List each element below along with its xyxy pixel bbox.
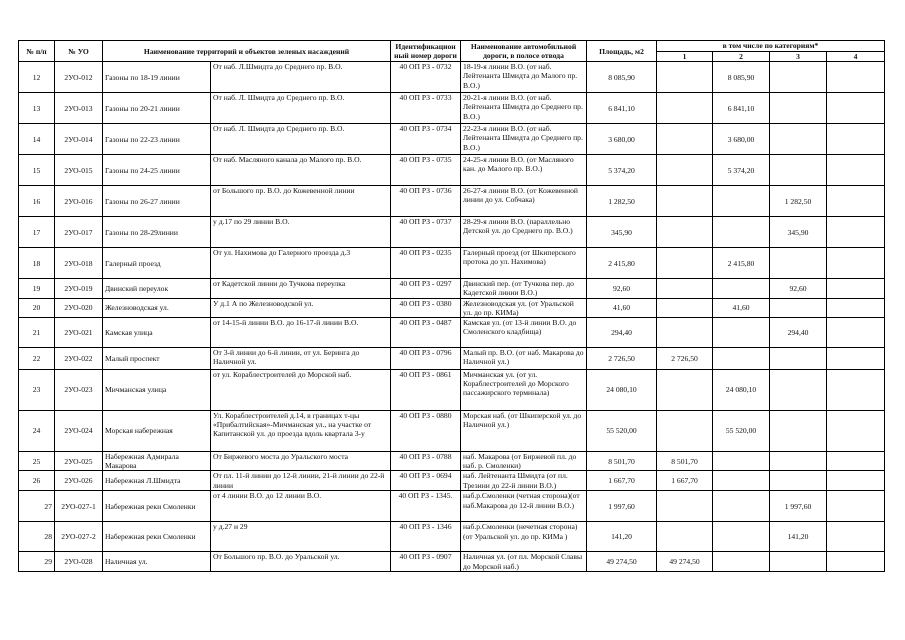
header-road-name: Наименование автомобильной дороги, в полосе отвода [461, 41, 587, 62]
row-section: От ул. Нахимова до Галерного проезда д.3 [211, 248, 391, 279]
row-category-2: 41,60 [713, 298, 770, 317]
row-category-1 [657, 522, 713, 552]
row-category-1 [657, 217, 713, 248]
row-id-number: 40 ОП РЗ - 0235 [391, 248, 461, 279]
row-uo: 2УО-012 [55, 62, 103, 93]
row-category-3 [770, 471, 827, 491]
row-category-4 [827, 522, 885, 552]
row-category-3 [770, 298, 827, 317]
row-category-1 [657, 491, 713, 522]
row-category-1 [657, 93, 713, 124]
row-num: 28 [19, 522, 55, 552]
row-category-3: 345,90 [770, 217, 827, 248]
row-section: от 14-15-й линии В.О. до 16-17-й линии В.О. [211, 318, 391, 348]
row-category-2: 6 841,10 [713, 93, 770, 124]
header-uo: № УО [55, 41, 103, 62]
row-category-4 [827, 124, 885, 155]
row-uo: 2УО-022 [55, 348, 103, 370]
row-road-name: наб. Макарова (от Биржевой пл. до наб. р. Смоленки) [461, 452, 587, 471]
row-section: у д.27 и 29 [211, 522, 391, 552]
row-area: 55 520,00 [587, 411, 657, 452]
row-section: от 4 линии В.О. до 12 линии В.О. [211, 491, 391, 522]
row-area: 1 997,60 [587, 491, 657, 522]
table-header-row [19, 41, 885, 52]
row-area: 8 085,90 [587, 62, 657, 93]
row-category-3: 294,40 [770, 318, 827, 348]
row-uo: 2УО-020 [55, 298, 103, 317]
row-num: 29 [19, 552, 55, 572]
row-num: 17 [19, 217, 55, 248]
row-category-3 [770, 370, 827, 411]
row-name: Набережная Л.Шмидта [103, 471, 211, 491]
row-area: 2 415,80 [587, 248, 657, 279]
row-category-3: 92,60 [770, 279, 827, 298]
row-road-name: 18-19-я линии В.О. (от наб. Лейтенанта Шмидта до Малого пр. В.О.) [461, 62, 587, 93]
row-id-number: 40 ОП РЗ - 0861 [391, 370, 461, 411]
row-name: Газоны по 22-23 линии [103, 124, 211, 155]
row-name: Газоны по 18-19 линии [103, 62, 211, 93]
row-category-1: 8 501,70 [657, 452, 713, 471]
row-category-1 [657, 318, 713, 348]
row-category-4 [827, 217, 885, 248]
row-uo: 2УО-013 [55, 93, 103, 124]
row-area: 5 374,20 [587, 155, 657, 186]
header-id-number: Идентификацион ный номер дороги [391, 41, 461, 62]
row-num: 23 [19, 370, 55, 411]
row-id-number: 40 ОП РЗ - 0736 [391, 186, 461, 217]
row-section: у д.17 по 29 линии В.О. [211, 217, 391, 248]
row-category-2 [713, 522, 770, 552]
row-id-number: 40 ОП РЗ - 0297 [391, 279, 461, 298]
row-section: От 3-й линии до 6-й линии, от ул. Беринга до Наличной ул. [211, 348, 391, 370]
row-road-name: наб.р.Смоленки (четная сторона)(от наб.Макарова до 12-й линии В.О.) [461, 491, 587, 522]
row-section: От Большого пр. В.О. до Уральской ул. [211, 552, 391, 572]
row-category-4 [827, 491, 885, 522]
row-section: От наб. Л.Шмидта до Среднего пр. В.О. [211, 62, 391, 93]
row-category-4 [827, 186, 885, 217]
row-area: 6 841,10 [587, 93, 657, 124]
table-row [19, 279, 885, 298]
row-id-number: 40 ОП РЗ - 0796 [391, 348, 461, 370]
green-areas-table [18, 40, 885, 572]
header-area: Площадь, м2 [587, 41, 657, 62]
table-body [19, 62, 885, 572]
row-area: 2 726,50 [587, 348, 657, 370]
table-row [19, 93, 885, 124]
row-section: От наб. Л. Шмидта до Среднего пр. В.О. [211, 93, 391, 124]
row-category-2: 3 680,00 [713, 124, 770, 155]
header-name: Наименование территорий и объектов зеленых насаждений [103, 41, 391, 62]
row-category-3 [770, 155, 827, 186]
row-category-1 [657, 298, 713, 317]
row-name: Газоны по 28-29линии [103, 217, 211, 248]
row-section: От наб. Л. Шмидта до Среднего пр. В.О. [211, 124, 391, 155]
row-area: 24 080,10 [587, 370, 657, 411]
row-category-4 [827, 248, 885, 279]
table-row [19, 298, 885, 317]
row-num: 26 [19, 471, 55, 491]
row-road-name: наб. Лейтенанта Шмидта (от пл. Трезини до 22-й линии В.О.) [461, 471, 587, 491]
row-area: 41,60 [587, 298, 657, 317]
row-category-4 [827, 62, 885, 93]
table-row [19, 348, 885, 370]
row-name: Камская улица [103, 318, 211, 348]
row-num: 21 [19, 318, 55, 348]
row-uo: 2УО-023 [55, 370, 103, 411]
row-category-3 [770, 348, 827, 370]
row-uo: 2УО-018 [55, 248, 103, 279]
row-num: 27 [19, 491, 55, 522]
row-category-3 [770, 124, 827, 155]
row-uo: 2УО-021 [55, 318, 103, 348]
row-category-4 [827, 370, 885, 411]
row-category-4 [827, 155, 885, 186]
row-category-4 [827, 279, 885, 298]
row-section: от Кадетской линии до Тучкова переулка [211, 279, 391, 298]
row-category-3: 1 282,50 [770, 186, 827, 217]
row-id-number: 40 ОП РЗ - 0694 [391, 471, 461, 491]
table-row [19, 186, 885, 217]
row-uo: 2УО-025 [55, 452, 103, 471]
row-name: Газоны по 24-25 линии [103, 155, 211, 186]
row-name: Галерный проезд [103, 248, 211, 279]
row-num: 22 [19, 348, 55, 370]
row-area: 345,90 [587, 217, 657, 248]
row-road-name: Двинский пер. (от Тучкова пер. до Кадетской линии В.О.) [461, 279, 587, 298]
row-category-1 [657, 62, 713, 93]
row-road-name: Камская ул. (от 13-й линии В.О. до Смоленского кладбища) [461, 318, 587, 348]
row-section: Ул. Кораблестроителей д.14, в границах т-цы «Прибалтийская»-Мичманская ул., на участке от Капитанской ул. до проезда вдоль квартала 3-у [211, 411, 391, 452]
row-area: 141,20 [587, 522, 657, 552]
row-id-number: 40 ОП РЗ - 0735 [391, 155, 461, 186]
table-row [19, 155, 885, 186]
row-id-number: 40 ОП РЗ - 1345. [391, 491, 461, 522]
table-row [19, 318, 885, 348]
row-id-number: 40 ОП РЗ - 0907 [391, 552, 461, 572]
row-road-name: наб.р.Смоленки (нечетная сторона) (от Уральской ул. до пр. КИМа ) [461, 522, 587, 552]
row-category-2 [713, 186, 770, 217]
header-categories-group: в том числе по категориям* [657, 41, 885, 52]
row-name: Набережная Адмирала Макарова [103, 452, 211, 471]
row-category-2: 2 415,80 [713, 248, 770, 279]
row-road-name: 24-25-я линии В.О. (от Масляного кан. до Малого пр. В.О.) [461, 155, 587, 186]
row-num: 13 [19, 93, 55, 124]
row-category-4 [827, 298, 885, 317]
table-row [19, 217, 885, 248]
row-section: От наб. Масляного канала до Малого пр. В.О. [211, 155, 391, 186]
header-num: № п/п [19, 41, 55, 62]
row-name: Двинский переулок [103, 279, 211, 298]
table-row [19, 522, 885, 552]
row-name: Мичманская улица [103, 370, 211, 411]
row-area: 1 667,70 [587, 471, 657, 491]
row-road-name: Морская наб. (от Шкиперской ул. до Наличной ул.) [461, 411, 587, 452]
row-category-2: 8 085,90 [713, 62, 770, 93]
table-row [19, 411, 885, 452]
row-category-2: 55 520,00 [713, 411, 770, 452]
row-area: 49 274,50 [587, 552, 657, 572]
table-row [19, 370, 885, 411]
row-category-1 [657, 279, 713, 298]
row-road-name: Малый пр. В.О. (от наб. Макарова до Наличной ул.) [461, 348, 587, 370]
row-category-3 [770, 248, 827, 279]
row-category-4 [827, 93, 885, 124]
row-uo: 2УО-019 [55, 279, 103, 298]
table-row [19, 62, 885, 93]
row-id-number: 40 ОП РЗ - 0732 [391, 62, 461, 93]
row-area: 294,40 [587, 318, 657, 348]
row-category-1 [657, 155, 713, 186]
row-name: Малый проспект [103, 348, 211, 370]
row-id-number: 40 ОП РЗ - 0737 [391, 217, 461, 248]
row-section: от ул. Кораблестроителей до Морской наб. [211, 370, 391, 411]
table-row [19, 248, 885, 279]
row-num: 16 [19, 186, 55, 217]
row-category-1: 1 667,70 [657, 471, 713, 491]
row-category-2: 24 080,10 [713, 370, 770, 411]
row-area: 92,60 [587, 279, 657, 298]
row-section: У д.1 А по Железноводской ул. [211, 298, 391, 317]
row-num: 12 [19, 62, 55, 93]
row-category-3 [770, 93, 827, 124]
header-category-4: 4 [827, 52, 885, 62]
row-category-2 [713, 471, 770, 491]
row-category-2 [713, 279, 770, 298]
row-road-name: Галерный проезд (от Шкиперского протока до ул. Нахимова) [461, 248, 587, 279]
row-num: 18 [19, 248, 55, 279]
row-num: 14 [19, 124, 55, 155]
row-category-3 [770, 552, 827, 572]
row-category-2 [713, 452, 770, 471]
table-row [19, 552, 885, 572]
row-area: 8 501,70 [587, 452, 657, 471]
row-category-1 [657, 248, 713, 279]
row-uo: 2УО-027-1 [55, 491, 103, 522]
table-row [19, 471, 885, 491]
row-section: От Биржевого моста до Уральского моста [211, 452, 391, 471]
row-category-4 [827, 452, 885, 471]
row-category-4 [827, 318, 885, 348]
row-uo: 2УО-017 [55, 217, 103, 248]
row-name: Морская набережная [103, 411, 211, 452]
row-category-4 [827, 552, 885, 572]
row-num: 19 [19, 279, 55, 298]
row-category-2 [713, 217, 770, 248]
table-row [19, 491, 885, 522]
row-road-name: Железноводская ул. (от Уральской ул. до пр. КИМа) [461, 298, 587, 317]
row-id-number: 40 ОП РЗ - 0487 [391, 318, 461, 348]
row-area: 3 680,00 [587, 124, 657, 155]
row-uo: 2УО-014 [55, 124, 103, 155]
row-uo: 2УО-027-2 [55, 522, 103, 552]
row-num: 24 [19, 411, 55, 452]
header-category-1: 1 [657, 52, 713, 62]
row-id-number: 40 ОП РЗ - 0734 [391, 124, 461, 155]
row-road-name: Мичманская ул. (от ул. Кораблестроителей до Морского пассажирского терминала) [461, 370, 587, 411]
row-name: Газоны по 20-21 линии [103, 93, 211, 124]
row-category-2 [713, 318, 770, 348]
row-road-name: 20-21-я линии В.О. (от наб. Лейтенанта Шмидта до Среднего пр. В.О.) [461, 93, 587, 124]
row-category-1: 49 274,50 [657, 552, 713, 572]
row-category-3 [770, 452, 827, 471]
header-category-2: 2 [713, 52, 770, 62]
row-category-1: 2 726,50 [657, 348, 713, 370]
row-category-2: 5 374,20 [713, 155, 770, 186]
row-uo: 2УО-026 [55, 471, 103, 491]
row-road-name: 22-23-я линии В.О. (от наб. Лейтенанта Шмидта до Среднего пр. В.О.) [461, 124, 587, 155]
row-category-1 [657, 370, 713, 411]
row-id-number: 40 ОП РЗ - 0880 [391, 411, 461, 452]
row-num: 20 [19, 298, 55, 317]
row-road-name: 26-27-я линии В.О. (от Кожевенной линии до ул. Собчака) [461, 186, 587, 217]
row-category-4 [827, 411, 885, 452]
table-row [19, 452, 885, 471]
row-category-3 [770, 411, 827, 452]
row-road-name: 28-29-я линии В.О. (параллельно Детской ул. до Среднего пр. В.О.) [461, 217, 587, 248]
row-id-number: 40 ОП РЗ - 0380 [391, 298, 461, 317]
row-category-2 [713, 348, 770, 370]
row-road-name: Наличная ул. (от пл. Морской Славы до Морской наб.) [461, 552, 587, 572]
row-category-4 [827, 348, 885, 370]
row-category-2 [713, 552, 770, 572]
row-name: Газоны по 26-27 линии [103, 186, 211, 217]
row-name: Набережная реки Смоленки [103, 522, 211, 552]
row-name: Наличная ул. [103, 552, 211, 572]
row-id-number: 40 ОП РЗ - 0788 [391, 452, 461, 471]
row-uo: 2УО-028 [55, 552, 103, 572]
row-category-2 [713, 491, 770, 522]
row-area: 1 282,50 [587, 186, 657, 217]
row-category-3: 141,20 [770, 522, 827, 552]
row-category-1 [657, 186, 713, 217]
table-row [19, 124, 885, 155]
row-uo: 2УО-024 [55, 411, 103, 452]
row-num: 25 [19, 452, 55, 471]
row-category-4 [827, 471, 885, 491]
header-category-3: 3 [770, 52, 827, 62]
row-category-1 [657, 124, 713, 155]
row-category-3: 1 997,60 [770, 491, 827, 522]
row-id-number: 40 ОП РЗ - 1346 [391, 522, 461, 552]
row-section: от Большого пр. В.О. до Кожевенной линии [211, 186, 391, 217]
row-section: От пл. 11-й линии до 12-й линии, 21-й линии до 22-й линии [211, 471, 391, 491]
row-uo: 2УО-015 [55, 155, 103, 186]
row-category-3 [770, 62, 827, 93]
row-num: 15 [19, 155, 55, 186]
row-category-1 [657, 411, 713, 452]
row-name: Железноводская ул. [103, 298, 211, 317]
row-uo: 2УО-016 [55, 186, 103, 217]
row-name: Набережная реки Смоленки [103, 491, 211, 522]
row-id-number: 40 ОП РЗ - 0733 [391, 93, 461, 124]
